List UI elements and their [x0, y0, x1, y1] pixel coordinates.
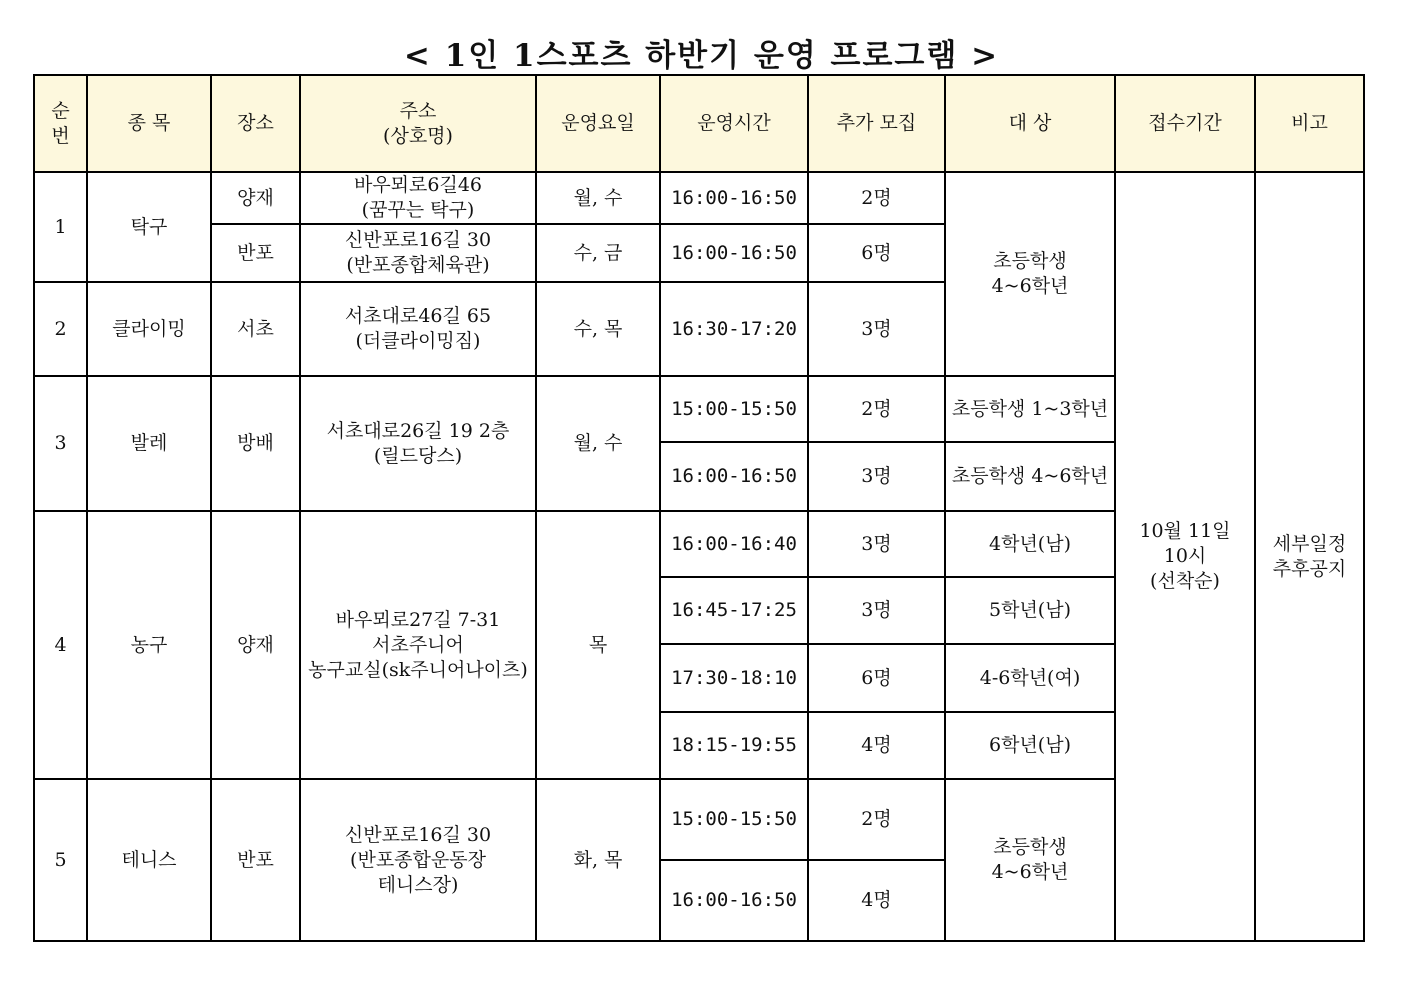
cell-days: 목: [536, 511, 660, 779]
cell-target: 4-6학년(여): [945, 644, 1115, 712]
cell-address: 서초대로26길 19 2층 (릴드당스): [300, 376, 536, 511]
cell-time: 16:00-16:50: [660, 224, 808, 282]
cell-no: 3: [34, 376, 87, 511]
cell-sport: 농구: [87, 511, 211, 779]
cell-place: 양재: [211, 511, 300, 779]
cell-days: 월, 수: [536, 172, 660, 224]
cell-address: 서초대로46길 65 (더클라이밍짐): [300, 282, 536, 376]
cell-time: 15:00-15:50: [660, 376, 808, 442]
header-no: 순 번: [34, 75, 87, 172]
cell-sport: 테니스: [87, 779, 211, 941]
cell-place: 양재: [211, 172, 300, 224]
cell-address: 신반포로16길 30 (반포종합운동장 테니스장): [300, 779, 536, 941]
header-place: 장소: [211, 75, 300, 172]
table-row: [34, 172, 1364, 224]
cell-no: 5: [34, 779, 87, 941]
cell-recruit: 3명: [808, 577, 945, 644]
cell-target: 초등학생 1~3학년: [945, 376, 1115, 442]
header-sport: 종 목: [87, 75, 211, 172]
cell-time: 15:00-15:50: [660, 779, 808, 860]
cell-no: 2: [34, 282, 87, 376]
header-days: 운영요일: [536, 75, 660, 172]
cell-time: 16:30-17:20: [660, 282, 808, 376]
cell-place: 반포: [211, 779, 300, 941]
cell-recruit: 3명: [808, 511, 945, 577]
cell-recruit: 3명: [808, 282, 945, 376]
header-target: 대 상: [945, 75, 1115, 172]
cell-time: 16:00-16:50: [660, 172, 808, 224]
cell-time: 16:00-16:50: [660, 442, 808, 511]
cell-days: 월, 수: [536, 376, 660, 511]
cell-recruit: 6명: [808, 644, 945, 712]
cell-days: 수, 금: [536, 224, 660, 282]
program-table: [33, 74, 1365, 942]
page-title: < 1인 1스포츠 하반기 운영 프로그램 >: [403, 38, 1000, 74]
cell-time: 16:00-16:50: [660, 860, 808, 941]
cell-no: 4: [34, 511, 87, 779]
header-address: 주소 (상호명): [300, 75, 536, 172]
cell-time: 18:15-19:55: [660, 712, 808, 779]
cell-recruit: 2명: [808, 779, 945, 860]
cell-time: 17:30-18:10: [660, 644, 808, 712]
cell-recruit: 4명: [808, 712, 945, 779]
cell-place: 방배: [211, 376, 300, 511]
header-recruit: 추가 모집: [808, 75, 945, 172]
cell-target: 4학년(남): [945, 511, 1115, 577]
cell-target: 초등학생 4~6학년: [945, 442, 1115, 511]
header-note: 비고: [1255, 75, 1364, 172]
cell-place: 반포: [211, 224, 300, 282]
cell-days: 수, 목: [536, 282, 660, 376]
cell-no: 1: [34, 172, 87, 282]
cell-recruit: 6명: [808, 224, 945, 282]
cell-target: 5학년(남): [945, 577, 1115, 644]
cell-apply-period: 10월 11일 10시 (선착순): [1115, 172, 1255, 941]
cell-recruit: 2명: [808, 172, 945, 224]
cell-days: 화, 목: [536, 779, 660, 941]
cell-address: 바우뫼로6길46 (꿈꾸는 탁구): [300, 172, 536, 224]
header-time: 운영시간: [660, 75, 808, 172]
cell-time: 16:45-17:25: [660, 577, 808, 644]
cell-address: 신반포로16길 30 (반포종합체육관): [300, 224, 536, 282]
cell-target: 6학년(남): [945, 712, 1115, 779]
cell-time: 16:00-16:40: [660, 511, 808, 577]
header-apply: 접수기간: [1115, 75, 1255, 172]
cell-sport: 탁구: [87, 172, 211, 282]
cell-address: 바우뫼로27길 7-31 서초주니어 농구교실(sk주니어나이츠): [300, 511, 536, 779]
cell-place: 서초: [211, 282, 300, 376]
cell-recruit: 2명: [808, 376, 945, 442]
cell-target: 초등학생 4~6학년: [945, 779, 1115, 941]
header-row: [34, 75, 1364, 172]
cell-sport: 발레: [87, 376, 211, 511]
cell-recruit: 4명: [808, 860, 945, 941]
cell-note: 세부일정 추후공지: [1255, 172, 1364, 941]
cell-recruit: 3명: [808, 442, 945, 511]
cell-sport: 클라이밍: [87, 282, 211, 376]
cell-target: 초등학생 4~6학년: [945, 172, 1115, 376]
